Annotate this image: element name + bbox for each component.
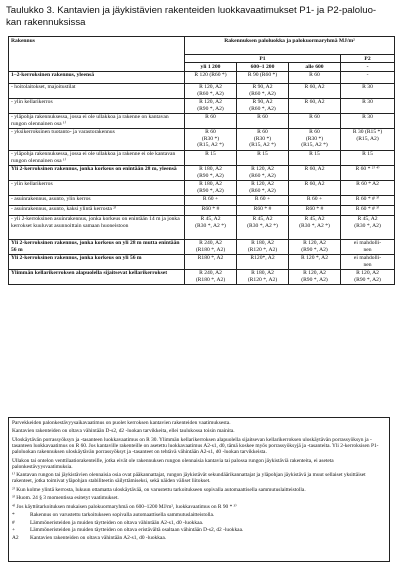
requirement-cell: R 30 <box>341 83 395 98</box>
requirement-cell: R 120, A2 (R90 *, A2) <box>289 269 341 284</box>
requirement-cell: R 240, A2 (R180 *, A2) <box>185 269 237 284</box>
requirement-cell: R 15 <box>341 150 395 165</box>
row-label: - yläpohja rakennuksessa, jossa ei ole ullakkoa ja rakenne ei ole kantavan rungon olennainen osa ¹⁾ <box>9 150 185 165</box>
header-load-group: - <box>341 63 395 71</box>
requirement-cell: R 45, A2 (R30 *, A2 *) <box>185 215 237 239</box>
requirement-cell: R 90 (R60 *) <box>237 71 289 83</box>
requirement-cell: R 45, A2 (R30 *, A2 *) <box>237 215 289 239</box>
row-label: Ylimmän kellarikerroksen alapuolella sijaitsevat kellarikerrokset <box>9 269 185 284</box>
footnote: ²⁾ Kun kolme ylintä kerrosta, lukuun ottamatta uloskäytävää, on varustettu tarkoitukseen sopivalla automaattisella sammutuslaitteistolla. <box>12 486 306 493</box>
table-row <box>9 113 395 128</box>
requirement-cell: R 60 <box>289 113 341 128</box>
row-label: - hoitolaitokset, majoitustilat <box>9 83 185 98</box>
requirements-table <box>8 36 395 285</box>
legend-symbol: + <box>12 527 16 534</box>
requirement-cell: R 60 * # ³⁾ <box>341 195 395 205</box>
requirement-cell: R 60 <box>289 71 341 83</box>
requirement-cell: R 60 (R30 *) (R15, A2 *) <box>237 128 289 150</box>
requirement-cell: R 60 * A2 <box>341 180 395 195</box>
header-load-group: yli 1 200 <box>185 63 237 71</box>
legend-item <box>12 527 386 533</box>
requirement-cell: R 15 <box>237 150 289 165</box>
requirement-cell: R 60 + <box>237 195 289 205</box>
legend-text: Lämmöneristeiden ja muiden täytteiden on oltava eristävältä osaltaan vähintään D-s2, d2 -luokkaa. <box>30 527 244 534</box>
requirement-cell: R 45, A2 (R30 *, A2 *) <box>289 215 341 239</box>
requirement-cell: ei mahdolli- nen <box>341 239 395 254</box>
table-row <box>9 165 395 180</box>
row-label: - yläpohja rakennuksessa, jossa ei ole ullakkoa ja rakenne on kantavan rungon olennainen osa ¹⁾ <box>9 113 185 128</box>
caption-line-1: Taulukko 3. Kantavien ja jäykistävien rakenteiden luokkavaatimukset P1- ja P2-paloluo- <box>6 5 377 16</box>
requirement-cell: R60 * # <box>185 205 237 215</box>
requirement-cell: R 60, A2 <box>289 98 341 113</box>
table-row <box>9 83 395 98</box>
requirement-cell: R 60 + <box>185 195 237 205</box>
requirement-cell: R 120, A2 (R60 *, A2) <box>237 180 289 195</box>
header-requirements: Rakennuksen paloluokka ja palokuormaryhmä MJ/m² <box>185 37 395 55</box>
requirement-cell: R 45, A2 (R30 *, A2) <box>341 215 395 239</box>
requirement-cell: R 180, A2 (R120 *, A2) <box>237 239 289 254</box>
requirement-cell: R 60 * # ³⁾ <box>341 205 395 215</box>
requirement-cell: R 240, A2 (R180 *, A2) <box>185 239 237 254</box>
requirement-cell: R 15 <box>185 150 237 165</box>
header-load-group: 600–1 200 <box>237 63 289 71</box>
header-p1: P1 <box>185 55 341 63</box>
row-label: - yli 2-kerroksinen asuinrakennus, jonka korkeus on enintään 14 m ja jonka kerrokset kuuluvat asunnoittain samaan huoneistoon <box>9 215 185 239</box>
requirement-cell: R 60 <box>237 113 289 128</box>
table-row <box>9 239 395 254</box>
table-row <box>9 98 395 113</box>
requirement-cell: R 180, A2 (R120 *, A2) <box>237 269 289 284</box>
footnote: Kantavien rakenteiden on oltava vähintään D-s2, d2 -luokan tarvikkeita, ellei taulukossa toisin mainita. <box>12 428 235 435</box>
requirement-cell: R 90, A2 (R60 *, A2) <box>237 83 289 98</box>
requirement-cell: R 60 + <box>289 195 341 205</box>
table-row <box>9 205 395 215</box>
requirement-cell: R 60, A2 <box>289 180 341 195</box>
legend-symbol: A2 <box>12 535 19 542</box>
requirement-cell: R 60 (R30 *) (R15, A2 *) <box>289 128 341 150</box>
row-label: - ylin kellarikerros <box>9 98 185 113</box>
row-label: - ylin kellarikerros <box>9 180 185 195</box>
table-row <box>9 180 395 195</box>
footnote: Parvekkeiden palonkestävyysaikavaatimus on puolet kerroksen kantavien rakenteiden vaatimuksesta. <box>12 420 231 426</box>
requirement-cell: R 180, A2 (R90 *, A2) <box>185 180 237 195</box>
legend-text: Rakennus on varustettu tarkoitukseen sopivalla automaattisella sammutuslaitteistolla. <box>30 511 215 518</box>
table-row <box>9 254 395 269</box>
requirement-cell: R120*, A2 <box>237 254 289 269</box>
header-building: Rakennus <box>9 37 185 72</box>
header-p2: P2 <box>341 55 395 63</box>
table-row <box>9 215 395 239</box>
requirement-cell: R 60 * ²⁾ ⁴⁾ <box>341 165 395 180</box>
requirement-cell: R 60, A2 <box>289 165 341 180</box>
legend-item <box>12 512 386 518</box>
footnote: ⁴⁾ Jos käyttötarkoituksen mukaisen palokuormaryhmä on 600–1200 MJ/m², luokkavaatimus on R 90 * ³⁾ <box>12 503 237 510</box>
table-row <box>9 71 395 83</box>
footnote: Ullakon tai ontelon venttilaatiorakenteille, jotka eivät ole rakennuksen rungon olennaisia kantavia tai palossa rungon jäykistäviä rakenteita, ei aseteta palonkestävyysvaatimuksia. <box>12 457 334 470</box>
table-row <box>9 128 395 150</box>
table-row <box>9 195 395 205</box>
requirement-cell: - <box>341 71 395 83</box>
requirement-cell: R60 * # <box>237 205 289 215</box>
row-label: - asuinrakennus, asunto, ylin kerros <box>9 195 185 205</box>
footnote: ¹⁾ Kantavan rungon tai jäykistävien olennaisia osia ovat pääkannattajat, rungon jäykistävät sekundäärikannattajat ja yläpohjan jäykistävä ja muut sellaiset yksittäiset rakenteet, jotka toimivat yläpohjan stabiliteetin säilyttämiseksi, sekä näiden väliset liitokset. <box>12 472 366 485</box>
caption-line-2: kan rakennuksissa <box>6 17 86 28</box>
footnote: Uloskäytävän porrassyöksyn ja -tasanteen luokkavaatimus on R 30. Ylimmän kellarikerroksen alapuolella sijaitsevan kellarikerroksen uloskäytävän porrassyöksyn ja -tasanteen luokkavaatimus on R 60. Jos kantaville rakenteille on asetettu luokkavaatimus A2-s1, d0, tämä koskee myös porrassyöksyjä ja -tasanteita. Yli 2-kerroksisen P1-paloluokan rakennuksen uloskäytävän porrassyöksyt ja -tasanteet on tehtävä vähintään A2-s1, d0 -luokan tarvikkeista. <box>12 436 379 456</box>
requirement-cell: R 120, A2 (R60 *, A2) <box>185 83 237 98</box>
legend-symbol: # <box>12 519 15 526</box>
table-caption <box>6 5 396 29</box>
row-label: Yli 2-kerroksinen rakennus, jonka korkeus on yli 56 m <box>9 254 185 269</box>
table-row <box>9 150 395 165</box>
requirement-cell: R180 *, A2 <box>185 254 237 269</box>
requirement-cell: R 120 (R60 *) <box>185 71 237 83</box>
legend-item <box>12 535 386 541</box>
requirement-cell: R 15 <box>289 150 341 165</box>
legend-symbol: * <box>12 511 15 518</box>
requirement-cell: R 60, A2 <box>289 83 341 98</box>
row-label: - asuinrakennus, asunto, kaksi ylintä kerrosta ²⁾ <box>9 205 185 215</box>
legend-text: Kantavien rakenteiden on oltava vähintään A2-s1, d0 -luokkaa. <box>30 535 167 542</box>
requirement-cell: R 30 <box>341 113 395 128</box>
row-label: 1–2-kerroksinen rakennus, yleensä <box>9 71 185 83</box>
footnotes-box <box>8 417 390 562</box>
requirement-cell: R 60 <box>185 113 237 128</box>
requirement-cell: R60 * # <box>289 205 341 215</box>
requirement-cell: R 120, A2 (R90 *, A2) <box>185 98 237 113</box>
requirement-cell: R 180, A2 (R90 *, A2) <box>185 165 237 180</box>
row-label: Yli 2-kerroksinen rakennus, jonka korkeus on enintään 28 m, yleensä <box>9 165 185 180</box>
requirement-cell: R 120, A2 (R90 *, A2) <box>289 239 341 254</box>
requirement-cell: R 120 *, A2 <box>289 254 341 269</box>
requirement-cell: R 30 <box>341 98 395 113</box>
header-load-group: alle 600 <box>289 63 341 71</box>
footnote: ³⁾ Huom. 24 § 3 momentissa esitetyt vaatimukset. <box>12 495 119 502</box>
requirement-cell: R 30 (R15 *) (R15, A2) <box>341 128 395 150</box>
requirement-cell: R 120, A2 (R90 *, A2) <box>341 269 395 284</box>
requirement-cell: ei mahdolli- nen <box>341 254 395 269</box>
requirement-cell: R 120, A2 (R60 *, A2) <box>237 165 289 180</box>
legend-text: Lämmöneristeiden ja muiden täytteiden on oltava vähintään A2-s1, d0 -luokkaa. <box>30 519 204 526</box>
requirement-cell: R 60 (R30 *) (R15, A2 *) <box>185 128 237 150</box>
row-label: Yli 2-kerroksinen rakennus, jonka korkeus on yli 28 m mutta enintään 56 m <box>9 239 185 254</box>
legend-item <box>12 520 386 526</box>
requirement-cell: R 90, A2 (R60 *, A2) <box>237 98 289 113</box>
row-label: - yksikerroksinen tuotanto- ja varastorakennus <box>9 128 185 150</box>
table-row <box>9 269 395 284</box>
